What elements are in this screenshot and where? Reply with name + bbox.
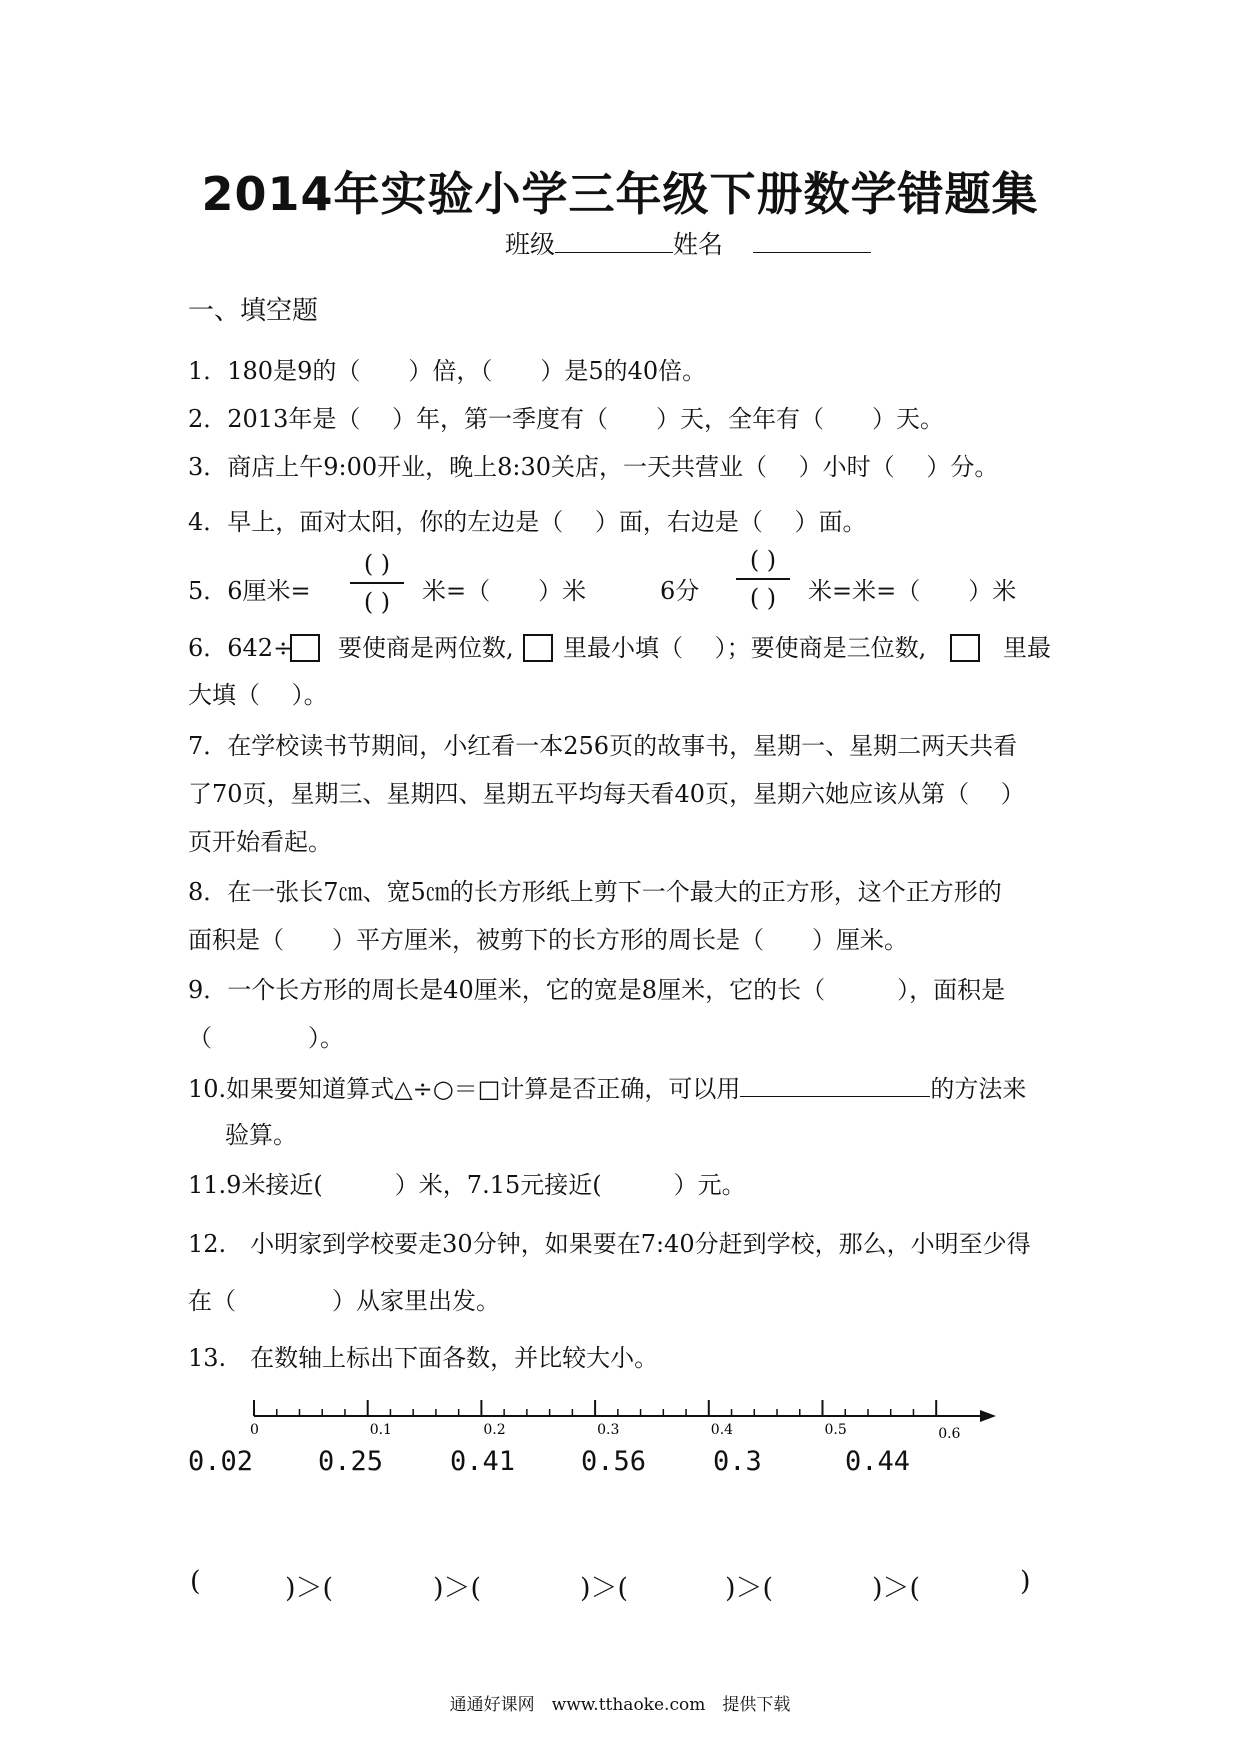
answer-box-3[interactable] xyxy=(950,634,980,662)
footer-text: 通通好课网 www.tthaoke.com 提供下载 xyxy=(449,1695,791,1715)
question-6-part-c: 里最小填（ ）；要使商是三位数, xyxy=(563,634,927,662)
number-item: 0.3 xyxy=(713,1446,762,1477)
fraction-2-bar xyxy=(736,578,790,580)
student-info xyxy=(505,228,871,260)
question-7-line1: 7．在学校读书节期间，小红看一本256页的故事书，星期一、星期二两天共看 xyxy=(188,732,1018,760)
compare-segment: ) xyxy=(1020,1566,1031,1597)
question-6-part-d: 里最 xyxy=(1003,634,1051,662)
question-6-part-b: 要使商是两位数, xyxy=(338,634,514,662)
fraction-1-denominator: ( ) xyxy=(363,588,391,616)
tick-label: 0.1 xyxy=(369,1422,392,1438)
tick-label: 0.2 xyxy=(483,1422,506,1438)
number-item: 0.02 xyxy=(188,1446,254,1477)
fraction-1-numerator: ( ) xyxy=(363,550,391,578)
class-blank[interactable] xyxy=(555,228,673,253)
tick-label: 0.4 xyxy=(710,1422,734,1438)
question-5-part1-prefix: 5．6厘米= xyxy=(188,577,311,605)
compare-segment: )＞( xyxy=(872,1573,921,1604)
question-2: 2．2013年是（ ）年，第一季度有（ ）天，全年有（ ）天。 xyxy=(188,405,944,433)
compare-segment: ( xyxy=(190,1566,201,1597)
question-3: 3．商店上午9:00开业，晚上8:30关店，一天共营业（ ）小时（ ）分。 xyxy=(188,453,999,481)
question-8-line2: 面积是（ ）平方厘米，被剪下的长方形的周长是（ ）厘米。 xyxy=(188,926,908,954)
question-10-line2: 验算。 xyxy=(225,1121,297,1149)
question-10-prefix: 10.如果要知道算式△÷○＝□计算是否正确，可以用 xyxy=(188,1075,741,1103)
question-4: 4．早上，面对太阳，你的左边是（ ）面，右边是（ ）面。 xyxy=(188,508,867,536)
tick-label: 0.3 xyxy=(597,1422,620,1438)
answer-box-1[interactable] xyxy=(290,634,320,662)
question-10-line1 xyxy=(188,1072,1026,1104)
question-10-suffix: 的方法来 xyxy=(930,1075,1027,1103)
question-9-line2: （ ）。 xyxy=(188,1024,344,1052)
number-line[interactable] xyxy=(230,1390,1010,1450)
question-5-part2-suffix: 米=米=（ ）米 xyxy=(808,577,1017,605)
name-label: 姓名 xyxy=(673,230,724,259)
number-item: 0.25 xyxy=(318,1446,384,1477)
fraction-2-denominator: ( ) xyxy=(749,584,777,612)
compare-segment: )＞( xyxy=(580,1573,629,1604)
compare-segment: )＞( xyxy=(433,1573,482,1604)
tick-label: 0 xyxy=(250,1422,259,1438)
question-7-line3: 页开始看起。 xyxy=(188,828,332,856)
question-8-line1: 8．在一张长7㎝、宽5㎝的长方形纸上剪下一个最大的正方形，这个正方形的 xyxy=(188,878,1002,906)
number-item: 0.44 xyxy=(845,1446,911,1477)
question-6-start: 6．642÷ xyxy=(188,634,294,662)
section-heading: 一、填空题 xyxy=(188,296,319,326)
class-label: 班级 xyxy=(505,230,556,259)
number-line-arrow xyxy=(980,1410,996,1422)
tick-label: 0.6 xyxy=(938,1426,961,1442)
number-item: 0.41 xyxy=(450,1446,516,1477)
question-13: 13. 在数轴上标出下面各数，并比较大小。 xyxy=(188,1344,659,1372)
fraction-1 xyxy=(350,550,404,616)
question-12-line1: 12. 小明家到学校要走30分钟，如果要在7:40分赶到学校，那么，小明至少得 xyxy=(188,1230,1031,1258)
page-title: 2014年实验小学三年级下册数学错题集 xyxy=(201,167,1039,221)
compare-segment: )＞( xyxy=(725,1573,774,1604)
method-blank[interactable] xyxy=(740,1072,930,1097)
question-12-line2: 在（ ）从家里出发。 xyxy=(188,1287,500,1315)
compare-segment: )＞( xyxy=(285,1573,334,1604)
number-line-ticks xyxy=(250,1400,961,1442)
fraction-2 xyxy=(736,546,790,612)
fraction-1-bar xyxy=(350,582,404,584)
question-6-line2: 大填（ ）。 xyxy=(188,681,328,709)
tick-label: 0.5 xyxy=(824,1422,847,1438)
question-1: 1．180是9的（ ）倍，（ ）是5的40倍。 xyxy=(188,357,707,385)
fraction-2-numerator: ( ) xyxy=(749,546,777,574)
question-5-part2-prefix: 6分 xyxy=(660,577,700,605)
question-9-line1: 9．一个长方形的周长是40厘米，它的宽是8厘米，它的长（ ），面积是 xyxy=(188,976,1006,1004)
name-blank[interactable] xyxy=(753,228,871,253)
question-11: 11.9米接近( ）米，7.15元接近( ）元。 xyxy=(188,1171,746,1199)
answer-box-2[interactable] xyxy=(523,634,553,662)
number-item: 0.56 xyxy=(581,1446,647,1477)
question-7-line2: 了70页，星期三、星期四、星期五平均每天看40页，星期六她应该从第（ ） xyxy=(188,780,1025,808)
question-5-part1-suffix: 米=（ ）米 xyxy=(422,577,587,605)
